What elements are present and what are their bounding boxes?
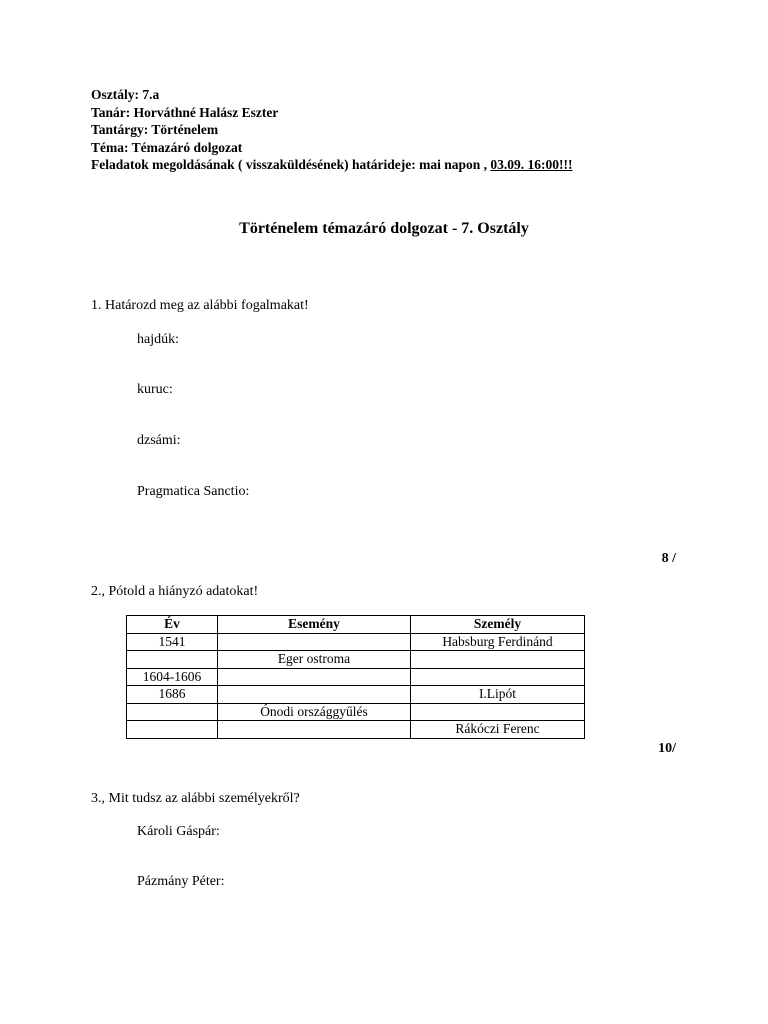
document-header [91,86,573,174]
table-cell: Habsburg Ferdinánd [411,633,585,651]
table-cell: Ónodi országgyűlés [218,703,411,721]
table-row [127,703,585,721]
table-row [127,721,585,739]
table-cell [411,651,585,669]
table-cell [127,703,218,721]
table-cell: 1604-1606 [127,668,218,686]
term-kuruc: kuruc: [137,382,173,397]
document-title: Történelem témazáró dolgozat - 7. Osztály [239,220,529,237]
table-cell: I.Lipót [411,686,585,704]
subject-line: Tantárgy: Történelem [91,122,219,137]
deadline-line [91,156,573,174]
question-3-prompt: 3., Mit tudsz az alábbi személyekről? [91,791,300,806]
table-cell [411,668,585,686]
table-cell [127,721,218,739]
deadline-prefix: Feladatok megoldásának ( visszaküldésének) határideje: mai napon , [91,157,488,172]
term-hajduk: hajdúk: [137,332,179,347]
question-1-prompt: 1. Határozd meg az alábbi fogalmakat! [91,298,309,313]
table-cell: Rákóczi Ferenc [411,721,585,739]
table-cell [411,703,585,721]
teacher-line: Tanár: Horváthné Halász Eszter [91,104,279,120]
column-header-event: Esemény [218,616,411,634]
topic-line: Téma: Témazáró dolgozat [91,139,243,155]
term-dzsami: dzsámi: [137,433,181,448]
question-2-score: 10/ [658,741,676,756]
table-row [127,668,585,686]
table-header-row [127,616,585,634]
table-cell: 1541 [127,633,218,651]
table-cell: Eger ostroma [218,651,411,669]
table-cell [218,633,411,651]
question-2-prompt: 2., Pótold a hiányzó adatokat! [91,584,259,599]
term-pragmatica-sanctio: Pragmatica Sanctio: [137,484,250,499]
table-row [127,686,585,704]
table-row [127,651,585,669]
table-cell [218,721,411,739]
person-karoli-gaspar: Károli Gáspár: [137,824,220,839]
table-cell [127,651,218,669]
deadline-date: 03.09. 16:00!!! [490,157,573,172]
table-cell [218,686,411,704]
question-1-score: 8 / [661,551,676,566]
person-pazmany-peter: Pázmány Péter: [137,874,225,889]
table-row [127,633,585,651]
table-cell [218,668,411,686]
column-header-person: Személy [411,616,585,634]
class-line: Osztály: 7.a [91,87,160,102]
column-header-year: Év [127,616,218,634]
missing-data-table [126,615,585,739]
table-cell: 1686 [127,686,218,704]
